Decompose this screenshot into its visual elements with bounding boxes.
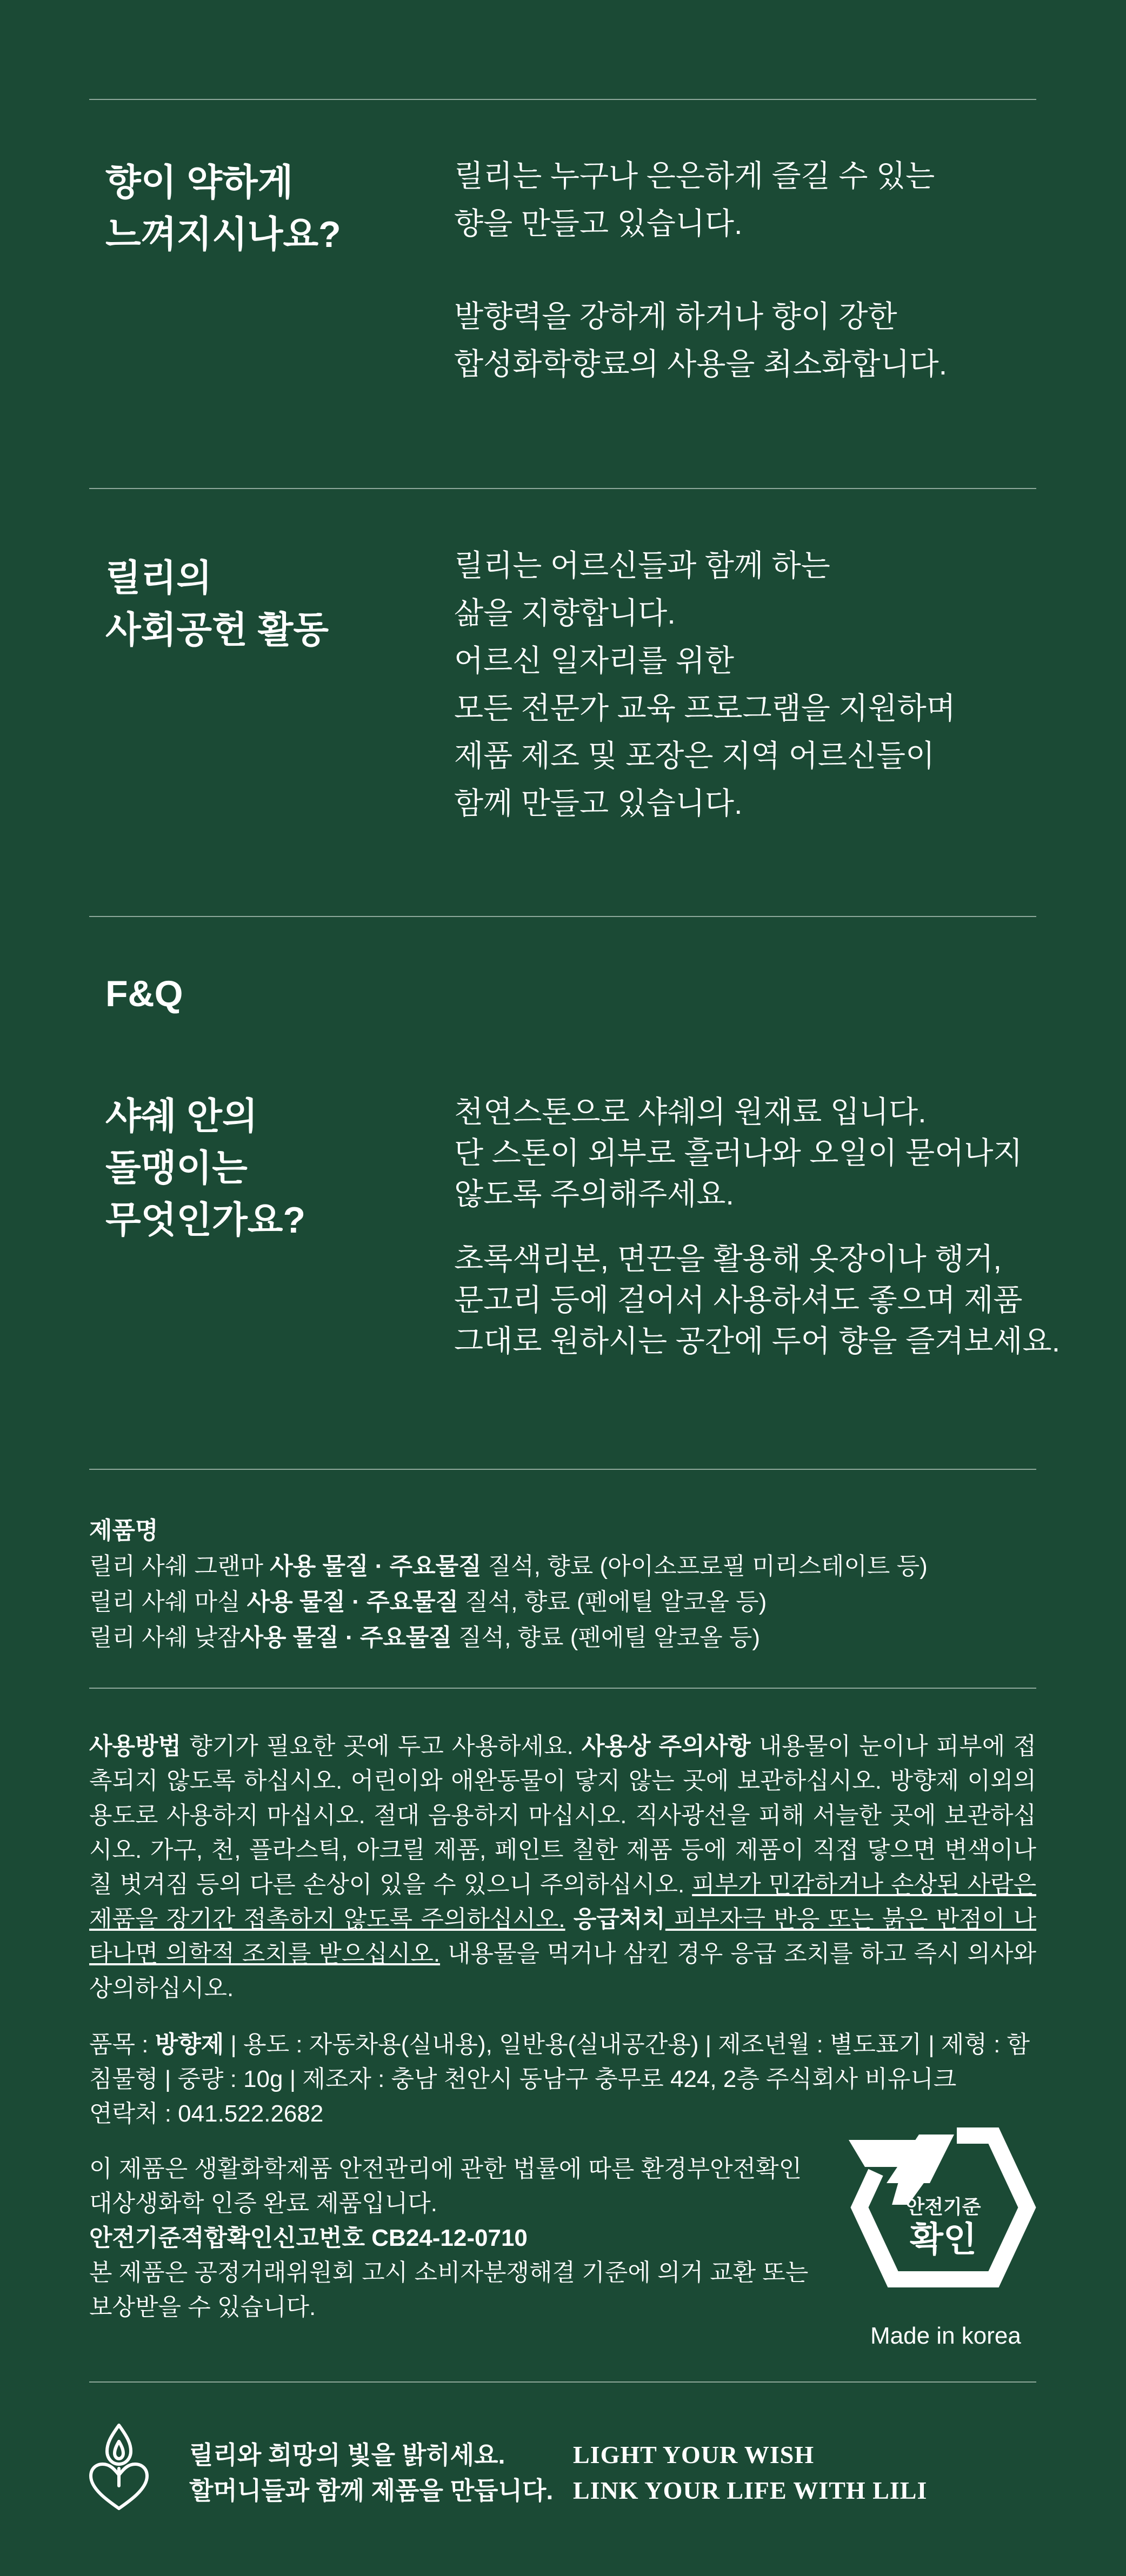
first-aid-label: 응급처치 [565,1906,665,1932]
body-line: 문고리 등에 걸어서 사용하셔도 좋으며 제품 [454,1283,1023,1317]
body-line: 천연스톤으로 샤쉐의 원재료 입니다. [454,1095,927,1129]
body-line: 합성화학향료의 사용을 최소화합니다. [454,347,948,381]
product-info [89,1513,928,1656]
body-line: 초록색리본, 면끈을 활용해 옷장이나 행거, [454,1242,1002,1276]
body-line: 삶을 지향합니다. [454,596,676,630]
contact: 연락처 : 041.522.2682 [89,2100,324,2127]
product-label: 제품명 [89,1517,158,1544]
body-line: 않도록 주의해주세요. [454,1177,734,1211]
product-meta: 품목 : 방향제 | 용도 : 자동차용(실내용), 일반용(실내공간용) | 제조년월 : 별도표기 | 제형 : 함침물형 | 중량 : 10g | 제조자 : 충남 천안시 동남구 충무로 424, 2층 주식회사 비유니크 연락처 : 041.522.2682 [89,2028,1036,2131]
footer-slogan-ko: 릴리와 희망의 빛을 밝히세요. 할머니들과 함께 제품을 만듭니다. [189,2441,554,2505]
footer-slogan-en: LIGHT YOUR WISH LINK YOUR LIFE WITH LILI [573,2441,928,2504]
weak-scent-title-line: 느껴지시나요? [105,214,341,255]
divider [89,488,1036,489]
faq-answer [454,1092,1060,1362]
faq-question-line: 샤쉐 안의 [105,1096,258,1137]
report-number: 안전기준적합확인신고번호 CB24-12-0710 [89,2225,528,2251]
divider-top [89,99,1036,100]
social-title [105,552,329,656]
social-title-line: 사회공헌 활동 [105,610,329,651]
social-body [454,542,956,827]
svg-text:안전기준: 안전기준 [905,2196,981,2218]
caution-label: 사용상 주의사항 [581,1733,751,1759]
body-line: 단 스톤이 외부로 흘러나와 오일이 묻어나지 [454,1136,1023,1170]
product-line: 릴리 사쉐 낮잠사용 물질 · 주요물질 질석, 향료 (펜에틸 알코올 등) [89,1624,761,1651]
body-line: 어르신 일자리를 위한 [454,644,734,678]
faq-question-line: 무엇인가요? [105,1200,305,1241]
candle-heart-logo-icon [86,2422,151,2513]
safety-check-badge-icon [849,2124,1038,2291]
divider [89,1469,1036,1470]
product-line: 릴리 사쉐 그랜마 사용 물질 · 주요물질 질석, 향료 (아이소프로필 미리스테이트 등) [89,1553,928,1580]
social-title-line: 릴리의 [105,558,212,599]
usage-text: 사용방법 향기가 필요한 곳에 두고 사용하세요. 사용상 주의사항 내용물이 눈이나 피부에 접촉되지 않도록 하십시오. 어린이와 애완동물이 닿지 않는 곳에 보관하십시오. 방향제 이외의 용도로 사용하지 마십시오. 절대 음용하지 마십시오. 직사광선을 피해 서늘한 곳에 보관하십시오. 가구, 천, 플라스틱, 아크릴 제품, 페인트 칠한 제품 등에 제품이 직접 닿으면 변색이나 칠 벗겨짐 등의 다른 손상이 있을 수 있으니 주의하십시오. 피부가 민감하거나 손상된 사람은 제품을 장기간 접촉하지 않도록 주의하십시오. 응급처치 피부자극 반응 또는 붉은 반점이 나타나면 의학적 조치를 받으십시오. 내용물을 먹거나 삼킨 경우 응급 조치를 하고 즉시 의사와 상의하십시오. [89,1733,1037,2002]
divider [89,2381,1036,2383]
faq-question-line: 돌맹이는 [105,1148,248,1189]
body-line: 제품 제조 및 포장은 지역 어르신들이 [454,739,935,773]
body-line: 향을 만들고 있습니다. [454,206,743,240]
made-in: Made in korea [870,2323,1021,2349]
body-line: 그대로 원하시는 공간에 두어 향을 즐겨보세요. [454,1324,1061,1358]
body-line: 릴리는 누구나 은은하게 즐길 수 있는 [454,159,935,193]
body-line: 릴리는 어르신들과 함께 하는 [454,548,830,583]
weak-scent-title [105,157,341,260]
body-line: 모든 전문가 교육 프로그램을 지원하며 [454,691,956,725]
weak-scent-body [454,152,947,388]
usage-label: 사용방법 [89,1733,182,1759]
divider [89,1688,1036,1689]
divider [89,916,1036,917]
svg-text:확인: 확인 [910,2220,977,2259]
body-line: 발향력을 강하게 하거나 향이 강한 [454,299,897,333]
body-line: 함께 만들고 있습니다. [454,786,743,820]
weak-scent-title-line: 향이 약하게 [105,162,294,203]
product-line: 릴리 사쉐 마실 사용 물질 · 주요물질 질석, 향료 (펜에틸 알코올 등) [89,1589,767,1615]
faq-question [105,1090,305,1246]
cert-text: 이 제품은 생활화학제품 안전관리에 관한 법률에 따른 환경부안전확인 대상생화학 인증 완료 제품입니다. 안전기준적합확인신고번호 CB24-12-0710 본 제품은 공정거래위원회 고시 소비자분쟁해결 기준에 의거 교환 또는 보상받을 수 있습니다. [89,2156,809,2320]
faq-heading: F&Q [105,973,183,1014]
